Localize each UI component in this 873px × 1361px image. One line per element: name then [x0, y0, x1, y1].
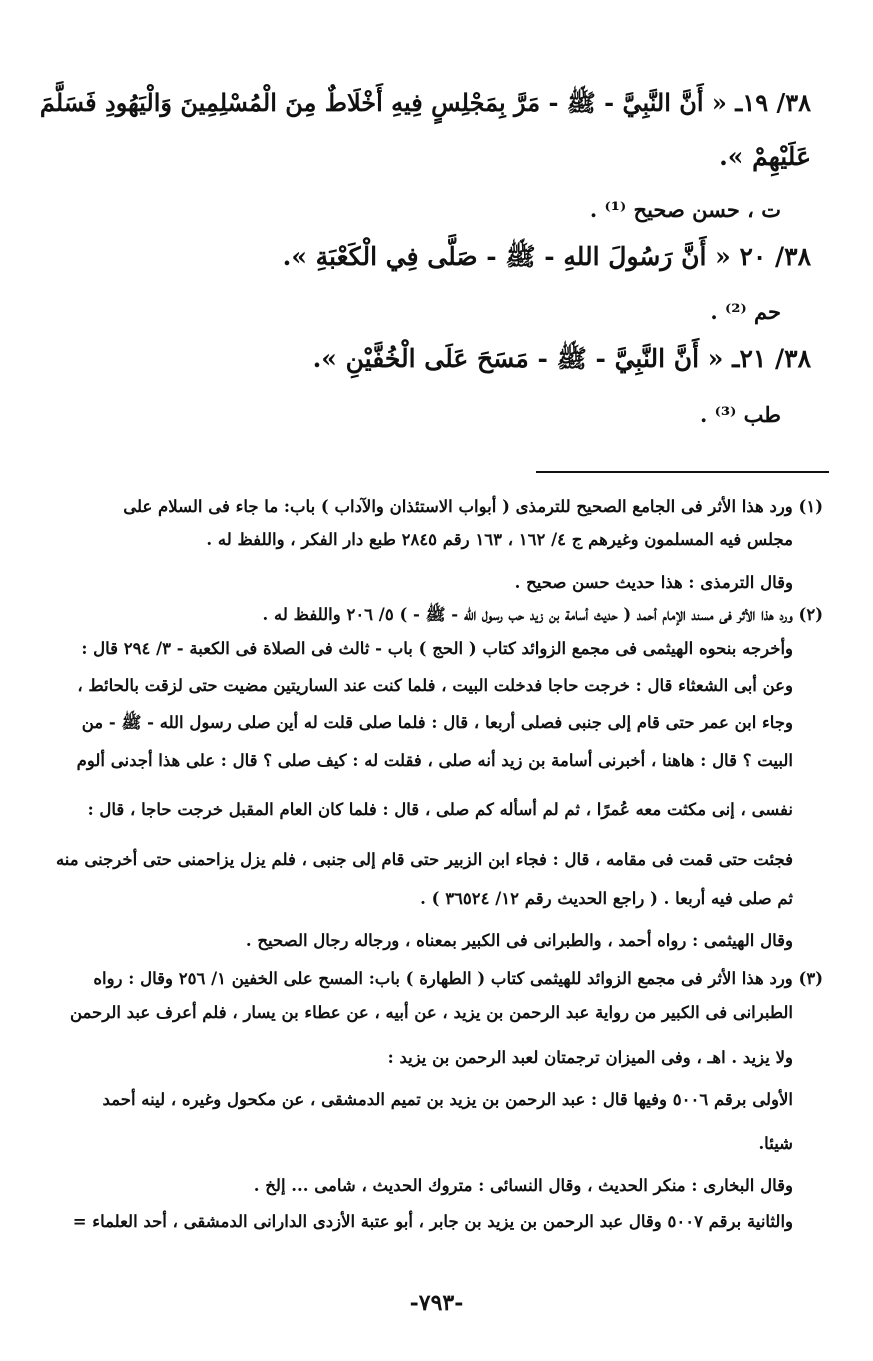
hadith-20-line1: ٣٨/ ٢٠ « أَنَّ رَسُولَ اللهِ - ﷺ - صَلَّى فِي الْكَعْبَةِ ». [282, 242, 811, 271]
footnote-3-line: شيئا. [758, 1134, 793, 1153]
footnote-2-line: نفسى ، إنى مكثت معه عُمرًا ، ثم لم أسأله كم صلى ، قال : فلما كان العام المقبل خرجت حاجا ، قال : [87, 800, 793, 819]
footnote-2-line: وأخرجه بنحوه الهيثمى فى مجمع الزوائد كتاب ( الحج ) باب - ثالث فى الصلاة فى الكعبة - ٣/ ٢٩٤ قال : [81, 639, 793, 658]
footnote-2-line: وعن أبى الشعثاء قال : خرجت حاجا فدخلت البيت ، فلما كنت عند الساريتين مضيت حتى لزقت بالحائط ، [77, 676, 793, 695]
page-number: -٧٩٣- [409, 1290, 464, 1316]
footnote-3-line: الطبرانى فى الكبير من رواية عبد الرحمن بن يزيد ، عن أبيه ، عن عطاء بن يسار ، فلم أعرف عبد الرحمن [69, 1003, 793, 1022]
footnote-3-line: والثانية برقم ٥٠٠٧ وقال عبد الرحمن بن يزيد بن جابر ، أبو عتبة الأزدى الدارانى الدمشقى ، أحد العلماء = [72, 1212, 793, 1231]
footnote-2-line: فجئت حتى قمت فى مقامه ، قال : فجاء ابن الزبير حتى قام إلى جنبى ، فلم يزل يزاحمنى حتى أخرجنى منه [55, 850, 793, 869]
footnote-divider [536, 471, 829, 473]
footnote-2-line: ثم صلى فيه أربعا . ( راجع الحديث رقم ١٢/ ٣٦٥٢٤ ) . [420, 889, 793, 908]
footnote-3-line: (٣) ورد هذا الأثر فى مجمع الزوائد للهيثمى كتاب ( الطهارة ) باب: المسح على الخفين ١/ ٢٥٦ وقال : رواه [93, 969, 823, 988]
footnote-2-line: البيت ؟ قال : هاهنا ، أخبرنى أسامة بن زيد أنه صلى ، فقلت له : كيف صلى ؟ قال : على هذا أجدنى ألوم [76, 751, 793, 770]
hadith-19-line1: ٣٨/ ١٩ـ « أَنَّ النَّبِيَّ - ﷺ - مَرَّ بِمَجْلِسٍ فِيهِ أَخْلَاطٌ مِنَ الْمُسْلِمِينَ وَالْيَهُودِ فَسَلَّمَ [39, 88, 811, 117]
footnote-1-line: (١) ورد هذا الأثر فى الجامع الصحيح للترمذى ( أبواب الاستئذان والآداب ) باب: ما جاء فى السلام على [123, 497, 823, 516]
hadith-19-source: ت ، حسن صحيح ⁽¹⁾ . [589, 197, 781, 222]
footnote-3-line: ولا يزيد . اهـ ، وفى الميزان ترجمتان لعبد الرحمن بن يزيد : [387, 1048, 793, 1067]
hadith-19-line2: عَلَيْهِمْ ». [719, 142, 811, 171]
footnote-2-line: وجاء ابن عمر حتى قام إلى جنبى فصلى أربعا ، قال : فلما صلى قلت له أين صلى رسول الله - ﷺ - من [81, 713, 793, 732]
hadith-21-line1: ٣٨/ ٢١ـ « أَنَّ النَّبِيَّ - ﷺ - مَسَحَ عَلَى الْخُفَّيْنِ ». [312, 344, 811, 373]
footnote-2-line: (٢) ورد هذا الأثر فى مسند الإمام أحمد ( حديث أسامة بن زيد حب رسول الله - ﷺ - ) ٥/ ٢٠٦ واللفظ له . [262, 605, 823, 624]
footnote-3-line: الأولى برقم ٥٠٠٦ وفيها قال : عبد الرحمن بن يزيد بن تميم الدمشقى ، عن مكحول وغيره ، لينه أحمد [102, 1090, 793, 1109]
footnote-2-line: وقال الهيثمى : رواه أحمد ، والطبرانى فى الكبير بمعناه ، ورجاله رجال الصحيح . [245, 931, 793, 950]
footnote-1-line: مجلس فيه المسلمون وغيرهم ج ٤/ ١٦٢ ، ١٦٣ رقم ٢٨٤٥ طبع دار الفكر ، واللفظ له . [206, 530, 793, 549]
hadith-21-source: طب ⁽³⁾ . [700, 402, 781, 427]
hadith-20-source: حم ⁽²⁾ . [710, 299, 781, 324]
footnote-1-line: وقال الترمذى : هذا حديث حسن صحيح . [514, 573, 793, 592]
footnote-3-line: وقال البخارى : منكر الحديث ، وقال النسائى : متروك الحديث ، شامى ... إلخ . [253, 1176, 793, 1195]
